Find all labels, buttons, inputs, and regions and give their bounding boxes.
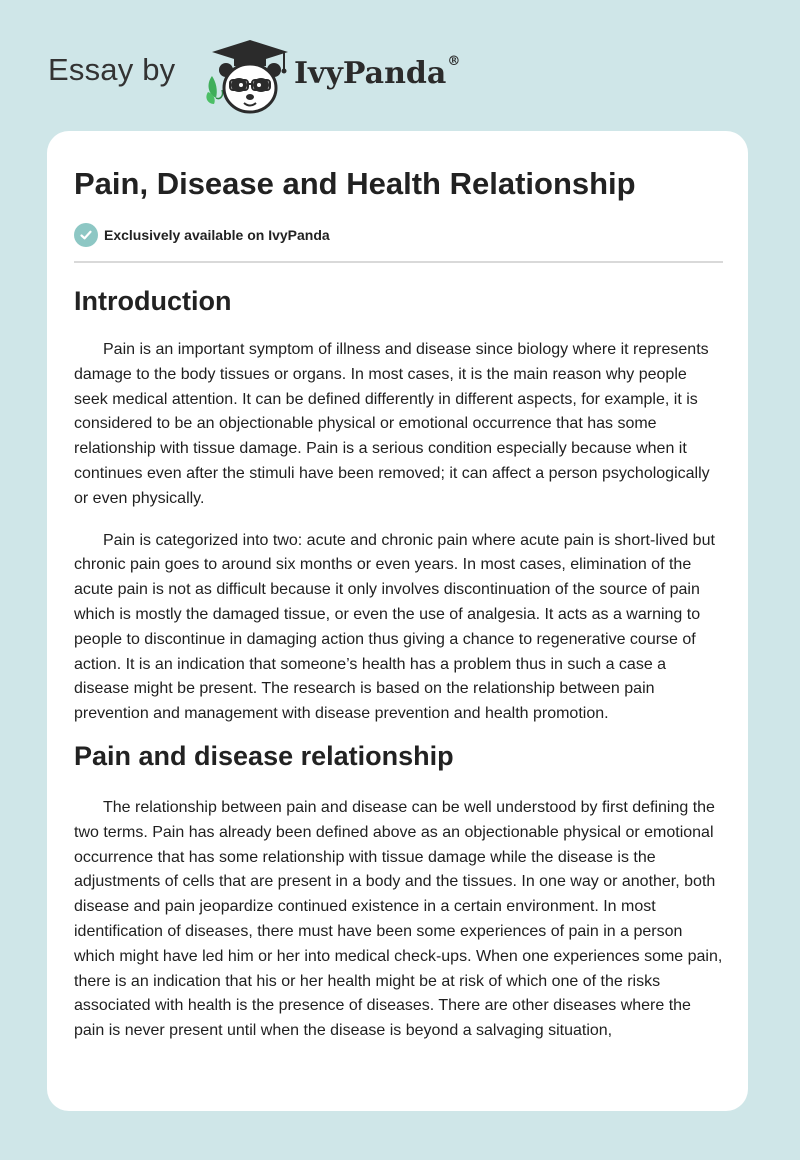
exclusive-badge: [74, 223, 330, 247]
section-heading-introduction: Introduction: [74, 286, 232, 316]
article-body: [74, 281, 723, 1044]
title-divider: [74, 261, 723, 263]
brand-name[interactable]: [294, 56, 459, 91]
panda-face-icon: [219, 63, 281, 112]
essay-by-label: Essay by: [48, 52, 176, 87]
panda-logo-icon[interactable]: [204, 36, 296, 116]
site-header: [48, 30, 568, 114]
paragraph: The relationship between pain and disease can be well understood by first defining the two terms. Pain has already been defined above as an objectionable physical or emotional occurrence that has some relationship with tissue damage while the disease is the adjustments of cells that are present in a body and the tissues. In one way or another, both disease and pain jeopardize continued existence in a certain environment. In most identification of diseases, there must have been some experiences of pain in a person which might have led him or her into medical check-ups. When one experiences some pain, there is an indication that his or her health might be at risk of which one of the risks associated with health is the presence of diseases. There are other diseases where the pain is never present until when the disease is beyond a salvaging situation,: [74, 798, 723, 1040]
section-heading-pain-and-disease: Pain and disease relationship: [74, 740, 454, 771]
article-card: [47, 131, 748, 1111]
article-title: Pain, Disease and Health Relationship: [74, 166, 636, 201]
registered-mark: ®: [447, 54, 461, 69]
exclusive-badge-label: Exclusively available on IvyPanda: [104, 227, 330, 243]
brand-text: IvyPanda: [294, 56, 447, 91]
paragraph: Pain is an important symptom of illness and disease since biology where it represents damage to the body tissues or organs. In most cases, it is the main reason why people seek medical attention. It can be defined differently in different aspects, for example, it is considered to be an objectionable physical or emotional occurrence that has some relationship with tissue damage. Pain is a serious condition especially because when it continues even after the stimuli have been removed; it can affect a person psychologically or even physically.: [74, 341, 710, 507]
ivy-leaf-icon: [206, 76, 222, 104]
check-icon: [74, 223, 98, 247]
paragraph: Pain is categorized into two: acute and chronic pain where acute pain is short-lived but chronic pain goes to around six months or even years. In most cases, elimination of the acute pain is not as difficult because it only involves discontinuation of the source of pain which is mostly the damaged tissue, or even the use of analgesia. It acts as a warning to people to discontinue in damaging action thus giving a chance to regenerative course of action. It is an indication that someone’s health has a problem thus in such a case a disease might be present. The research is based on the relationship between pain prevention and management with disease prevention and health promotion.: [74, 531, 715, 723]
